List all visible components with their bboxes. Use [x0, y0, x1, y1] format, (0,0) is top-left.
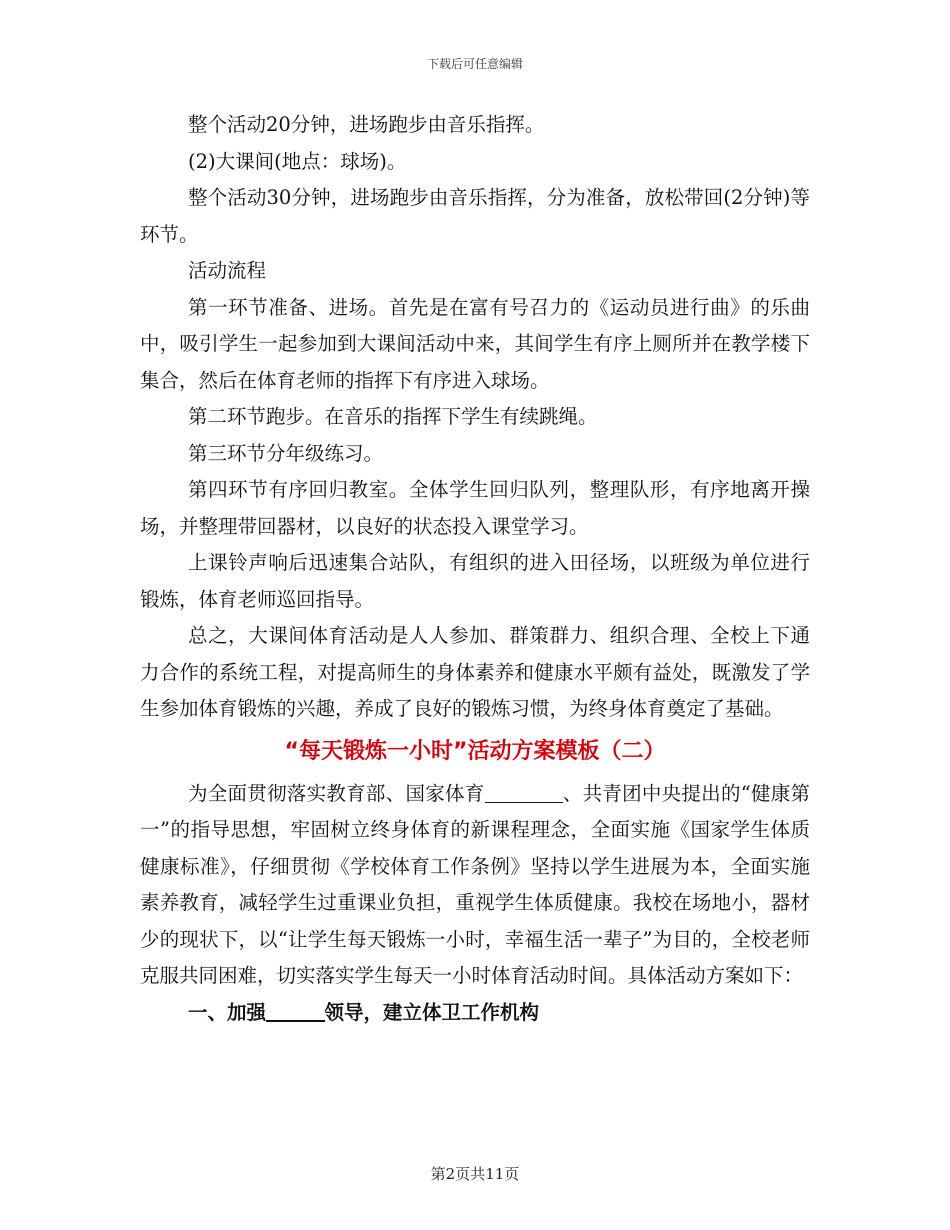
- fill-in-blank: [485, 782, 563, 803]
- paragraph-activity-duration-20: 整个活动20分钟，进场跑步由音乐指挥。: [188, 113, 545, 136]
- plan-intro-part-a: 为全面贯彻落实教育部、国家体育: [188, 781, 485, 805]
- paragraph-plan-intro: [140, 776, 810, 995]
- paragraph-step-three: 第三环节分年级练习。: [188, 441, 384, 465]
- heading-fill-in-blank: [266, 1000, 325, 1022]
- heading-strengthen-leadership: [140, 995, 810, 1032]
- plan-intro-part-b: 、共青团中央提出的“健康第一”的指导思想，牢固树立终身体育的新课程理念，全面实施《国家学生体质健康标准》，仔细贯彻《学校体育工作条例》坚持以学生进展为本，全面实施素养教育，减轻学生过重课业负担，重视学生体质健康。我校在场地小，器材少的现状下，以“让学生每天锻炼一小时，幸福生活一辈子”为目的，全校老师克服共同困难，切实落实学生每天一小时体育活动时间。具体活动方案如下：: [140, 781, 810, 987]
- paragraph-summary: 总之，大课间体育活动是人人参加、群策群力、组织合理、全校上下通力合作的系统工程，对提高师生的身体素养和健康水平颇有益处，既激发了学生参加体育锻炼的兴趣，养成了良好的锻炼习惯，为终身体育奠定了基础。: [140, 624, 810, 720]
- paragraph-step-four: 第四环节有序回归教室。全体学生回归队列，整理队形，有序地离开操场，并整理带回器材，以良好的状态投入课堂学习。: [140, 478, 810, 538]
- heading-part-a: 一、加强: [188, 1000, 267, 1024]
- section-title: “每天锻炼一小时”活动方案模板（二）: [284, 738, 666, 764]
- heading-part-b: 领导，建立体卫工作机构: [324, 1000, 540, 1024]
- paragraph-step-two: 第二环节跑步。在音乐的指挥下学生有续跳绳。: [188, 405, 598, 428]
- paragraph-big-break-location: (2)大课间(地点：球场)。: [188, 149, 407, 173]
- page-number: 第2页共11页: [430, 1165, 520, 1183]
- paragraph-bell-assembly: 上课铃声响后迅速集合站队，有组织的进入田径场，以班级为单位进行锻炼，体育老师巡回指导。: [140, 551, 810, 611]
- paragraph-activity-duration-30: 整个活动30分钟，进场跑步由音乐指挥，分为准备，放松带回(2分钟)等环节。: [140, 186, 810, 246]
- document-body: [140, 107, 810, 1031]
- paragraph-step-one: 第一环节准备、进场。首先是在富有号召力的《运动员进行曲》的乐曲中，吸引学生一起参加到大课间活动中来，其间学生有序上厕所并在教学楼下集合，然后在体育老师的指挥下有序进入球场。: [140, 295, 810, 392]
- page-header: 下载后可任意编辑: [426, 57, 523, 71]
- paragraph-activity-flow-label: 活动流程: [188, 259, 267, 282]
